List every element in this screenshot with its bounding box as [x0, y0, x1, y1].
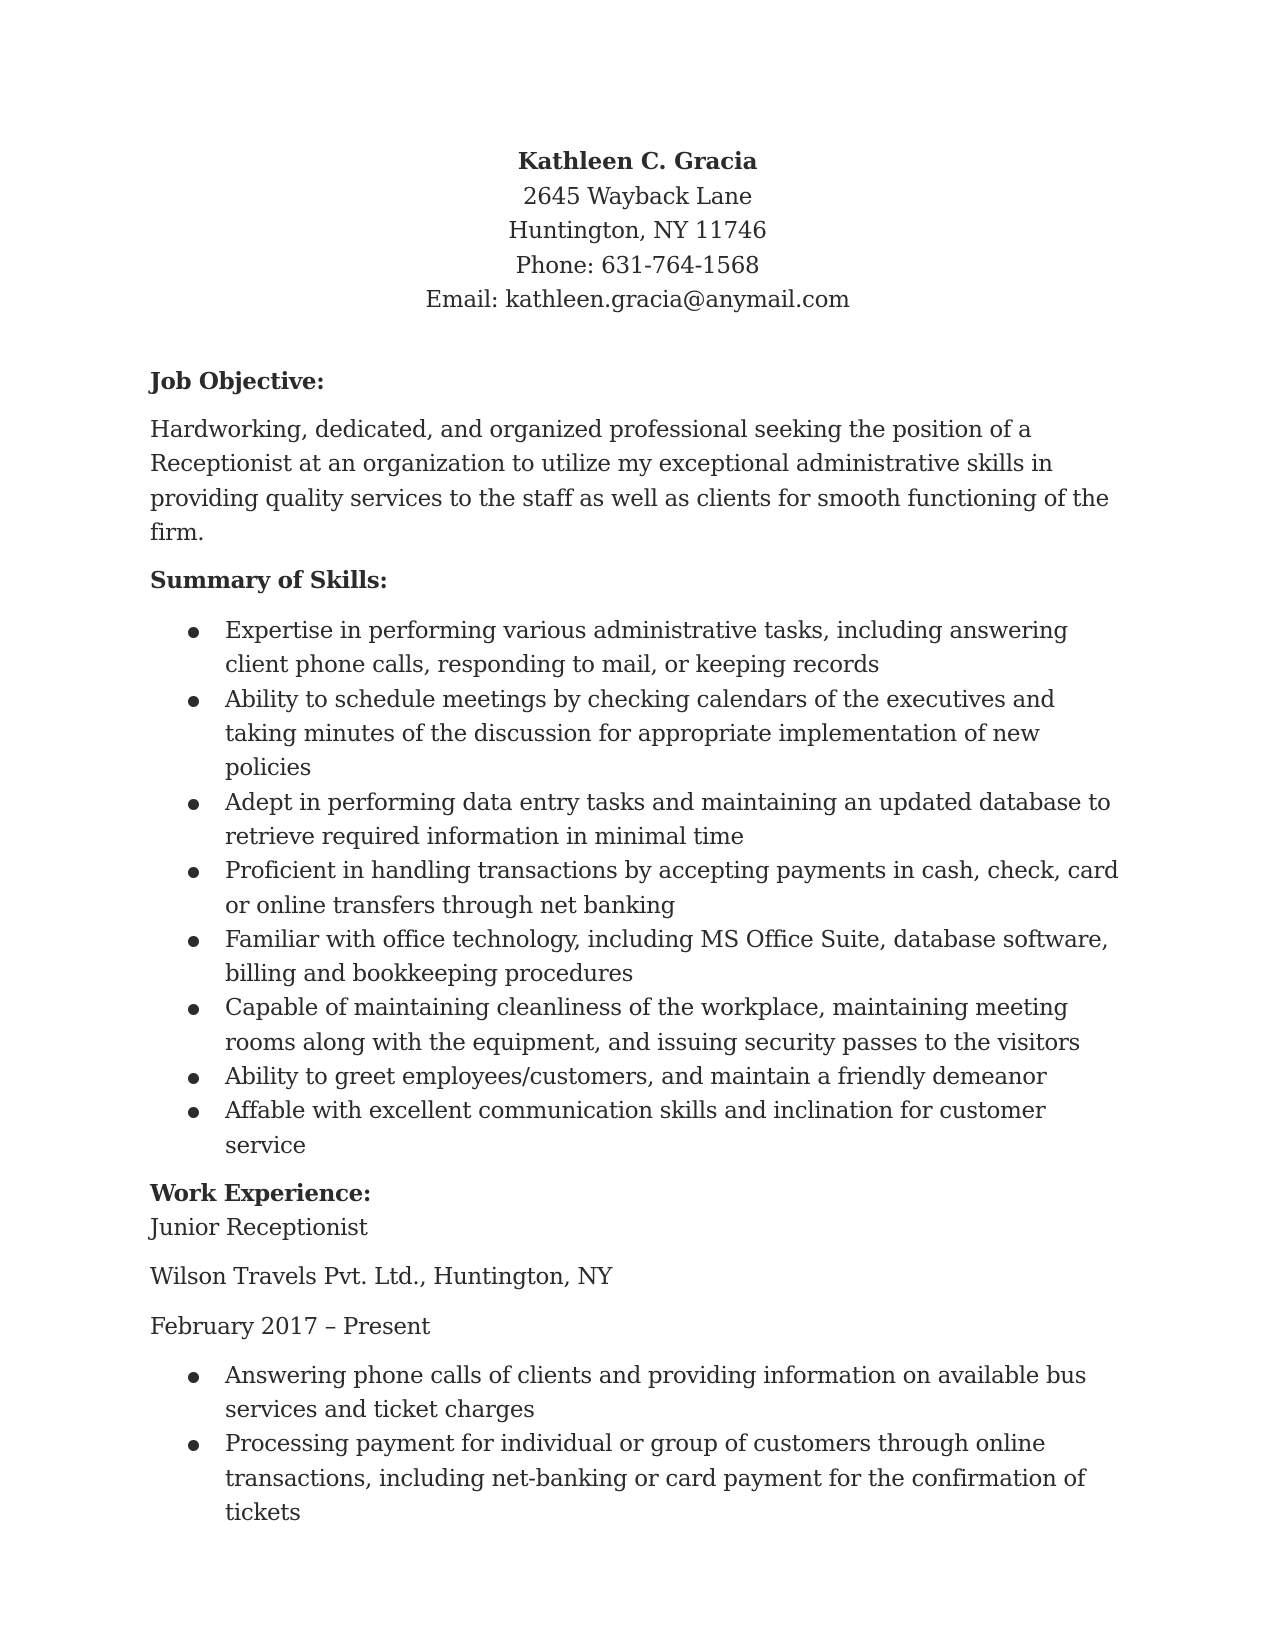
bullet-icon	[188, 1004, 199, 1015]
phone-number: Phone: 631-764-1568	[515, 252, 760, 279]
list-item	[150, 683, 1130, 786]
section-skills	[150, 564, 1130, 1163]
list-item	[150, 991, 1130, 1060]
bullet-icon	[188, 1372, 199, 1383]
employment-dates: February 2017 – Present	[150, 1313, 431, 1340]
resume-body	[150, 365, 1130, 1530]
skill-text: Ability to schedule meetings by checking calendars of the executives and taking minutes of the discussion for appropriate implementation of new policies	[225, 686, 1055, 782]
skills-heading: Summary of Skills:	[150, 567, 388, 595]
objective-text: Hardworking, dedicated, and organized professional seeking the position of a Receptionist at an organization to utilize my exceptional administrative skills in providing quality services to the staff as well as clients for smooth functioning of the firm.	[150, 417, 1109, 546]
bullet-icon	[188, 1073, 199, 1084]
bullet-icon	[188, 936, 199, 947]
skill-text: Proficient in handling transactions by accepting payments in cash, check, card or online transfers through net banking	[225, 858, 1119, 919]
skill-text: Affable with excellent communication skills and inclination for customer service	[225, 1098, 1046, 1159]
list-item	[150, 1359, 1130, 1428]
experience-heading: Work Experience:	[150, 1179, 372, 1207]
company-name: Wilson Travels Pvt. Ltd., Huntington, NY	[150, 1264, 613, 1291]
contact-header	[0, 145, 1275, 318]
email-address: Email: kathleen.gracia@anymail.com	[425, 287, 850, 313]
section-experience	[150, 1177, 1130, 1530]
section-objective	[150, 365, 1130, 550]
skill-text: Adept in performing data entry tasks and maintaining an updated database to retrieve required information in minimal time	[225, 789, 1111, 850]
skill-text: Ability to greet employees/customers, and maintain a friendly demeanor	[225, 1064, 1047, 1091]
list-item	[150, 1060, 1130, 1094]
skill-text: Expertise in performing various administrative tasks, including answering client phone calls, responding to mail, or keeping records	[225, 618, 1068, 679]
list-item	[150, 614, 1130, 683]
bullet-icon	[188, 799, 199, 810]
candidate-name: Kathleen C. Gracia	[517, 148, 758, 175]
list-item	[150, 1427, 1130, 1530]
list-item	[150, 923, 1130, 992]
duty-text: Answering phone calls of clients and providing information on available bus services and ticket charges	[225, 1362, 1087, 1424]
duty-text: Processing payment for individual or group of customers through online transactions, including net-banking or card payment for the confirmation of tickets	[225, 1431, 1086, 1527]
skills-list	[150, 614, 1130, 1163]
bullet-icon	[188, 696, 199, 707]
skill-text: Capable of maintaining cleanliness of the workplace, maintaining meeting rooms along with the equipment, and issuing security passes to the visitors	[225, 995, 1080, 1056]
list-item	[150, 854, 1130, 923]
bullet-icon	[188, 1440, 199, 1451]
job-title: Junior Receptionist	[150, 1214, 368, 1241]
bullet-icon	[188, 1107, 199, 1118]
list-item	[150, 786, 1130, 855]
skill-text: Familiar with office technology, including MS Office Suite, database software, billing and bookkeeping procedures	[225, 926, 1109, 988]
experience-list	[150, 1359, 1130, 1530]
objective-heading: Job Objective:	[150, 368, 325, 395]
list-item	[150, 1094, 1130, 1163]
bullet-icon	[188, 867, 199, 878]
bullet-icon	[188, 627, 199, 638]
address-line-2: Huntington, NY 11746	[508, 218, 767, 244]
address-line-1: 2645 Wayback Lane	[522, 183, 753, 210]
